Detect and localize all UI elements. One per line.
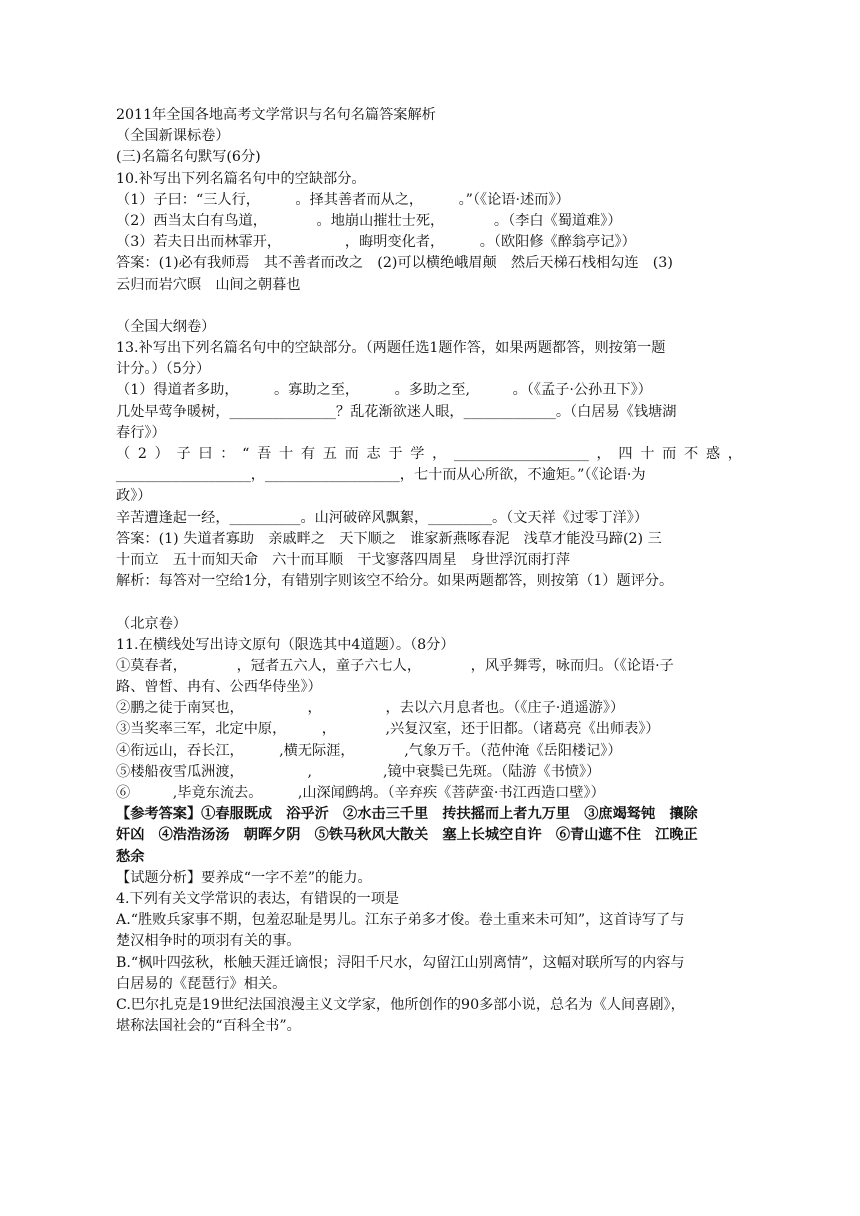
option-a: A.“胜败兵家事不期，包羞忍耻是男儿。江东子弟多才俊。卷土重来未可知”，这首诗写了与 — [116, 912, 685, 929]
question-item: （1）子曰：“三人行， 。择其善者而从之， 。”（《论语·述而》） — [116, 191, 570, 208]
question-item: （2）子曰：“吾十有五而志于学，___________________，四十而不惑， — [116, 446, 742, 462]
question-item: （2）西当太白有鸟道， 。地崩山摧壮士死， 。（李白《蜀道难》） — [116, 212, 622, 229]
question-item: ④衔远山，吞长江， ,横无际涯， ,气象万千。（范仲淹《岳阳楼记》） — [116, 742, 622, 759]
question-item: 辛苦遭逢起一经，__________。山河破碎风飘絮，_________。（文天祥《过零丁洋》） — [116, 509, 649, 526]
analysis-text: 【试题分析】要养成“一字不差”的能力。 — [116, 869, 372, 886]
question-item: 政》） — [116, 488, 152, 505]
option-b: B.“枫叶四弦秋，枨触天涯迁谪恨；浔阳千尺水，勾留江山别离情”，这幅对联所写的内容与 — [116, 954, 685, 971]
question-item: （1）得道者多助， 。寡助之至， 。多助之至, 。（《孟子·公孙丑下》） — [116, 382, 652, 399]
document-title: 2011年全国各地高考文学常识与名句名篇答案解析 — [116, 107, 436, 123]
paper-label: （北京卷） — [116, 615, 187, 632]
question-text: 13.补写出下列名篇名句中的空缺部分。（两题任选1题作答，如果两题都答，则按第一题 — [116, 340, 666, 357]
paper-label: （全国新课标卷） — [116, 128, 230, 145]
section-heading: (三)名篇名句默写(6分) — [116, 149, 261, 166]
blank-line — [116, 296, 742, 317]
question-text: 计分。）（5分） — [116, 361, 211, 378]
question-item: ⑤楼船夜雪瓜洲渡， , ,镜中衰鬓已先斑。（陆游《书愤》） — [116, 763, 601, 780]
option-b: 白居易的《琵琶行》相关。 — [116, 975, 287, 992]
option-a: 楚汉相争时的项羽有关的事。 — [116, 933, 301, 950]
question-item: ②鹏之徒于南冥也， ， ，去以六月息者也。（《庄子·逍遥游》） — [116, 700, 625, 717]
question-item: ③当奖率三军，北定中原， ， ,兴复汉室，还于旧都。（诸葛亮《出师表》） — [116, 721, 660, 738]
answer-text: 十而立 五十而知天命 六十而耳顺 干戈寥落四周星 身世浮沉雨打萍 — [116, 551, 571, 568]
question-item: 春行》） — [116, 424, 166, 441]
blank-line — [116, 592, 742, 613]
option-c: C.巴尔扎克是19世纪法国浪漫主义文学家，他所创作的90多部小说，总名为《人间喜剧》， — [116, 996, 685, 1013]
answer-text: 答案：(1) 失道者寡助 亲戚畔之 天下顺之 谁家新燕啄春泥 浅草才能没马蹄(2) 三 — [116, 530, 662, 547]
question-item: ___________________，___________________，七十而从心所欲，不逾矩。”（《论语·为 — [116, 467, 646, 484]
document-body — [116, 105, 742, 1037]
reference-answer: 愁余 — [116, 848, 145, 865]
question-text: 10.补写出下列名篇名句中的空缺部分。 — [116, 170, 366, 187]
question-item: ⑥ ,毕竟东流去。 ,山深闻鹧鸪。（辛弃疾《菩萨蛮·书江西造口壁》） — [116, 785, 605, 801]
answer-text: 答案：(1)必有我师焉 其不善者而改之 (2)可以横绝峨眉颠 然后天梯石栈相勾连 (3) — [116, 255, 673, 272]
paper-label: （全国大纲卷） — [116, 318, 216, 335]
question-item: ①莫春者， ，冠者五六人，童子六七人， ，风乎舞雩，咏而归。（《论语·子 — [116, 657, 674, 674]
reference-answer: 【参考答案】①春服既成 浴乎沂 ②水击三千里 抟扶摇而上者九万里 ③庶竭驽钝 攘除 — [116, 806, 698, 823]
question-item: （3）若夫日出而林霏开， ，晦明变化者， 。（欧阳修《醉翁亭记》） — [116, 234, 636, 251]
answer-text: 云归而岩穴暝 山间之朝暮也 — [116, 276, 301, 293]
question-text: 4.下列有关文学常识的表达，有错误的一项是 — [116, 890, 400, 907]
reference-answer: 奸凶 ④浩浩汤汤 朝晖夕阴 ⑤铁马秋风大散关 塞上长城空自许 ⑥青山遮不住 江晚正 — [116, 827, 698, 844]
analysis-text: 解析：每答对一空给1分，有错别字则该空不给分。如果两题都答，则按第（1）题评分。 — [116, 573, 674, 590]
question-item: 几处早莺争暖树，_______________？乱花渐欲迷人眼，_____________。（白居易《钱塘湖 — [116, 403, 677, 420]
option-c: 堪称法国社会的“百科全书”。 — [116, 1018, 301, 1035]
question-item: 路、曾皙、冉有、公西华侍坐》） — [116, 679, 322, 696]
question-text: 11.在横线处写出诗文原句（限选其中4道题）。（8分） — [116, 636, 455, 653]
